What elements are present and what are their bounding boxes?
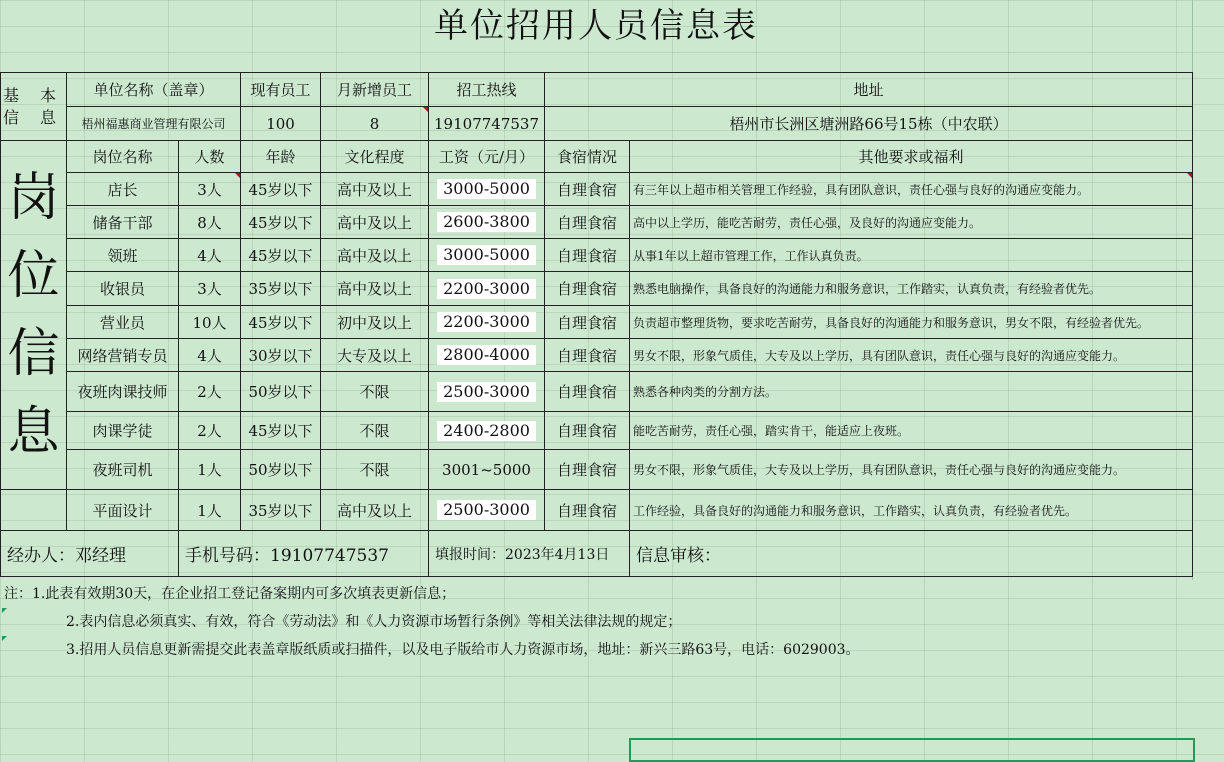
job-education[interactable]: 高中及以上	[321, 272, 429, 306]
current-staff-value[interactable]: 100	[241, 107, 321, 141]
job-salary[interactable]	[429, 173, 545, 206]
job-salary[interactable]	[429, 412, 545, 450]
basic-header-row	[1, 73, 1193, 107]
job-count[interactable]: 10人	[179, 306, 241, 339]
job-education[interactable]: 高中及以上	[321, 173, 429, 206]
job-other[interactable]: 工作经验，具备良好的沟通能力和服务意识，工作踏实，认真负责，有经验者优先。	[630, 490, 1193, 531]
job-age[interactable]: 30岁以下	[241, 339, 321, 372]
job-row	[1, 173, 1193, 206]
company-value[interactable]: 梧州福惠商业管理有限公司	[67, 107, 241, 141]
job-row	[1, 339, 1193, 372]
address-header[interactable]: 地址	[545, 73, 1193, 107]
date-cell[interactable]: 填报时间：2023年4月13日	[429, 531, 630, 577]
job-count[interactable]: 4人	[179, 339, 241, 372]
comment-marker	[1187, 173, 1192, 178]
job-count[interactable]: 4人	[179, 239, 241, 272]
cell-marker	[2, 636, 7, 641]
salary-value: 2600-3800	[437, 212, 536, 232]
salary-value: 2500-3000	[437, 382, 536, 402]
job-position[interactable]: 平面设计	[67, 490, 179, 531]
job-count[interactable]: 1人	[179, 490, 241, 531]
job-position[interactable]: 夜班司机	[67, 450, 179, 490]
cell-marker	[2, 608, 7, 613]
job-position[interactable]: 收银员	[67, 272, 179, 306]
review-cell[interactable]: 信息审核：	[630, 531, 1193, 577]
hotline-value[interactable]: 19107747537	[429, 107, 545, 141]
job-other[interactable]: 熟悉各种肉类的分割方法。	[630, 372, 1193, 412]
salary-value: 2800-4000	[437, 345, 536, 365]
job-count[interactable]: 2人	[179, 412, 241, 450]
job-age[interactable]: 45岁以下	[241, 412, 321, 450]
job-other-text: 有三年以上超市相关管理工作经验，具有团队意识，责任心强与良好的沟通应变能力。	[633, 182, 1090, 197]
salary-value: 2400-2800	[437, 421, 536, 441]
form-title: 单位招用人员信息表	[434, 6, 758, 46]
job-board[interactable]: 自理食宿	[545, 412, 630, 450]
note-line[interactable]: 2.表内信息必须真实、有效，符合《劳动法》和《人力资源市场暂行条例》等相关法律法规的规定；	[66, 614, 682, 630]
education-header[interactable]: 文化程度	[321, 141, 429, 173]
job-other[interactable]: 负责超市整理货物，要求吃苦耐劳，具备良好的沟通能力和服务意识，男女不限，有经验者优先。	[630, 306, 1193, 339]
job-other[interactable]: 男女不限，形象气质佳，大专及以上学历，具有团队意识，责任心强与良好的沟通应变能力。	[630, 450, 1193, 490]
job-board[interactable]: 自理食宿	[545, 372, 630, 412]
job-age[interactable]: 50岁以下	[241, 372, 321, 412]
job-other[interactable]: 能吃苦耐劳，责任心强，踏实肯干，能适应上夜班。	[630, 412, 1193, 450]
job-education[interactable]: 高中及以上	[321, 206, 429, 239]
job-position[interactable]: 肉课学徒	[67, 412, 179, 450]
jobs-header-row	[1, 141, 1193, 173]
job-board[interactable]: 自理食宿	[545, 490, 630, 531]
job-salary[interactable]	[429, 490, 545, 531]
job-board[interactable]: 自理食宿	[545, 339, 630, 372]
job-other[interactable]: 从事1年以上超市管理工作，工作认真负责。	[630, 239, 1193, 272]
job-board[interactable]: 自理食宿	[545, 173, 630, 206]
job-age[interactable]: 45岁以下	[241, 306, 321, 339]
job-board[interactable]: 自理食宿	[545, 272, 630, 306]
job-education[interactable]: 不限	[321, 412, 429, 450]
salary-value: 3000-5000	[437, 179, 536, 199]
job-age[interactable]: 45岁以下	[241, 206, 321, 239]
note-line[interactable]: 3.招用人员信息更新需提交此表盖章版纸质或扫描件，以及电子版给市人力资源市场，地址：新兴三路63号，电话：6029003。	[66, 642, 860, 658]
job-row	[1, 239, 1193, 272]
cell-selection[interactable]	[629, 738, 1195, 762]
job-other[interactable]: 高中以上学历，能吃苦耐劳，责任心强，及良好的沟通应变能力。	[630, 206, 1193, 239]
job-count[interactable]: 3人	[179, 272, 241, 306]
new-staff-value[interactable]	[321, 107, 429, 141]
new-staff-text: 8	[369, 114, 380, 133]
job-age[interactable]: 35岁以下	[241, 490, 321, 531]
job-row	[1, 372, 1193, 412]
comment-marker	[423, 107, 428, 112]
company-header[interactable]: 单位名称（盖章）	[67, 73, 241, 107]
count-header[interactable]: 人数	[179, 141, 241, 173]
note-line[interactable]: 注：1.此表有效期30天，在企业招工登记备案期内可多次填表更新信息；	[4, 586, 456, 602]
other-header[interactable]: 其他要求或福利	[630, 141, 1193, 173]
job-count[interactable]: 2人	[179, 372, 241, 412]
footer-row	[1, 531, 1193, 577]
job-other[interactable]	[630, 173, 1193, 206]
job-count[interactable]	[179, 173, 241, 206]
job-row	[1, 272, 1193, 306]
job-row	[1, 206, 1193, 239]
salary-value: 2200-3000	[437, 279, 536, 299]
current-staff-header[interactable]: 现有员工	[241, 73, 321, 107]
job-salary[interactable]: 3001~5000	[429, 450, 545, 490]
job-education[interactable]: 高中及以上	[321, 239, 429, 272]
job-other[interactable]: 熟悉电脑操作，具备良好的沟通能力和服务意识，工作踏实，认真负责，有经验者优先。	[630, 272, 1193, 306]
job-salary[interactable]	[429, 339, 545, 372]
address-value[interactable]: 梧州市长洲区塘洲路66号15栋（中农联）	[545, 107, 1193, 141]
job-position[interactable]: 储备干部	[67, 206, 179, 239]
notes-section	[4, 580, 860, 664]
job-education[interactable]: 初中及以上	[321, 306, 429, 339]
job-board[interactable]: 自理食宿	[545, 450, 630, 490]
job-board[interactable]: 自理食宿	[545, 306, 630, 339]
salary-value: 3000-5000	[437, 245, 536, 265]
job-age[interactable]: 50岁以下	[241, 450, 321, 490]
job-age[interactable]: 45岁以下	[241, 239, 321, 272]
job-row	[1, 412, 1193, 450]
job-position[interactable]: 店长	[67, 173, 179, 206]
job-board[interactable]: 自理食宿	[545, 206, 630, 239]
job-education[interactable]: 不限	[321, 372, 429, 412]
recruitment-form-table	[0, 72, 1193, 577]
phone-cell[interactable]: 手机号码：19107747537	[179, 531, 429, 577]
position-header[interactable]: 岗位名称	[67, 141, 179, 173]
new-staff-header[interactable]: 月新增员工	[321, 73, 429, 107]
job-count[interactable]: 1人	[179, 450, 241, 490]
job-row	[1, 306, 1193, 339]
job-row	[1, 490, 1193, 531]
jobs-section-blank	[1, 490, 67, 531]
job-other[interactable]: 男女不限，形象气质佳，大专及以上学历，具有团队意识，责任心强与良好的沟通应变能力。	[630, 339, 1193, 372]
salary-value: 2200-3000	[437, 312, 536, 332]
job-salary[interactable]	[429, 272, 545, 306]
handler-cell[interactable]: 经办人：邓经理	[1, 531, 179, 577]
basic-section-label: 基 本 信 息	[1, 73, 67, 141]
job-salary[interactable]	[429, 306, 545, 339]
salary-header[interactable]: 工资（元/月）	[429, 141, 545, 173]
job-salary[interactable]	[429, 239, 545, 272]
age-header[interactable]: 年龄	[241, 141, 321, 173]
board-header[interactable]: 食宿情况	[545, 141, 630, 173]
job-position[interactable]: 网络营销专员	[67, 339, 179, 372]
job-board[interactable]: 自理食宿	[545, 239, 630, 272]
job-row	[1, 450, 1193, 490]
jobs-section-label: 岗位信息	[1, 141, 67, 490]
job-position[interactable]: 夜班肉课技师	[67, 372, 179, 412]
job-salary[interactable]	[429, 372, 545, 412]
job-count-text: 3人	[197, 180, 222, 199]
comment-marker	[235, 173, 240, 178]
job-count[interactable]: 8人	[179, 206, 241, 239]
job-education[interactable]: 不限	[321, 450, 429, 490]
job-education[interactable]: 大专及以上	[321, 339, 429, 372]
salary-value: 2500-3000	[437, 500, 536, 520]
hotline-header[interactable]: 招工热线	[429, 73, 545, 107]
job-age[interactable]: 45岁以下	[241, 173, 321, 206]
job-age[interactable]: 35岁以下	[241, 272, 321, 306]
job-salary[interactable]	[429, 206, 545, 239]
job-position[interactable]: 营业员	[67, 306, 179, 339]
basic-values-row	[1, 107, 1193, 141]
job-education[interactable]: 高中及以上	[321, 490, 429, 531]
job-position[interactable]: 领班	[67, 239, 179, 272]
